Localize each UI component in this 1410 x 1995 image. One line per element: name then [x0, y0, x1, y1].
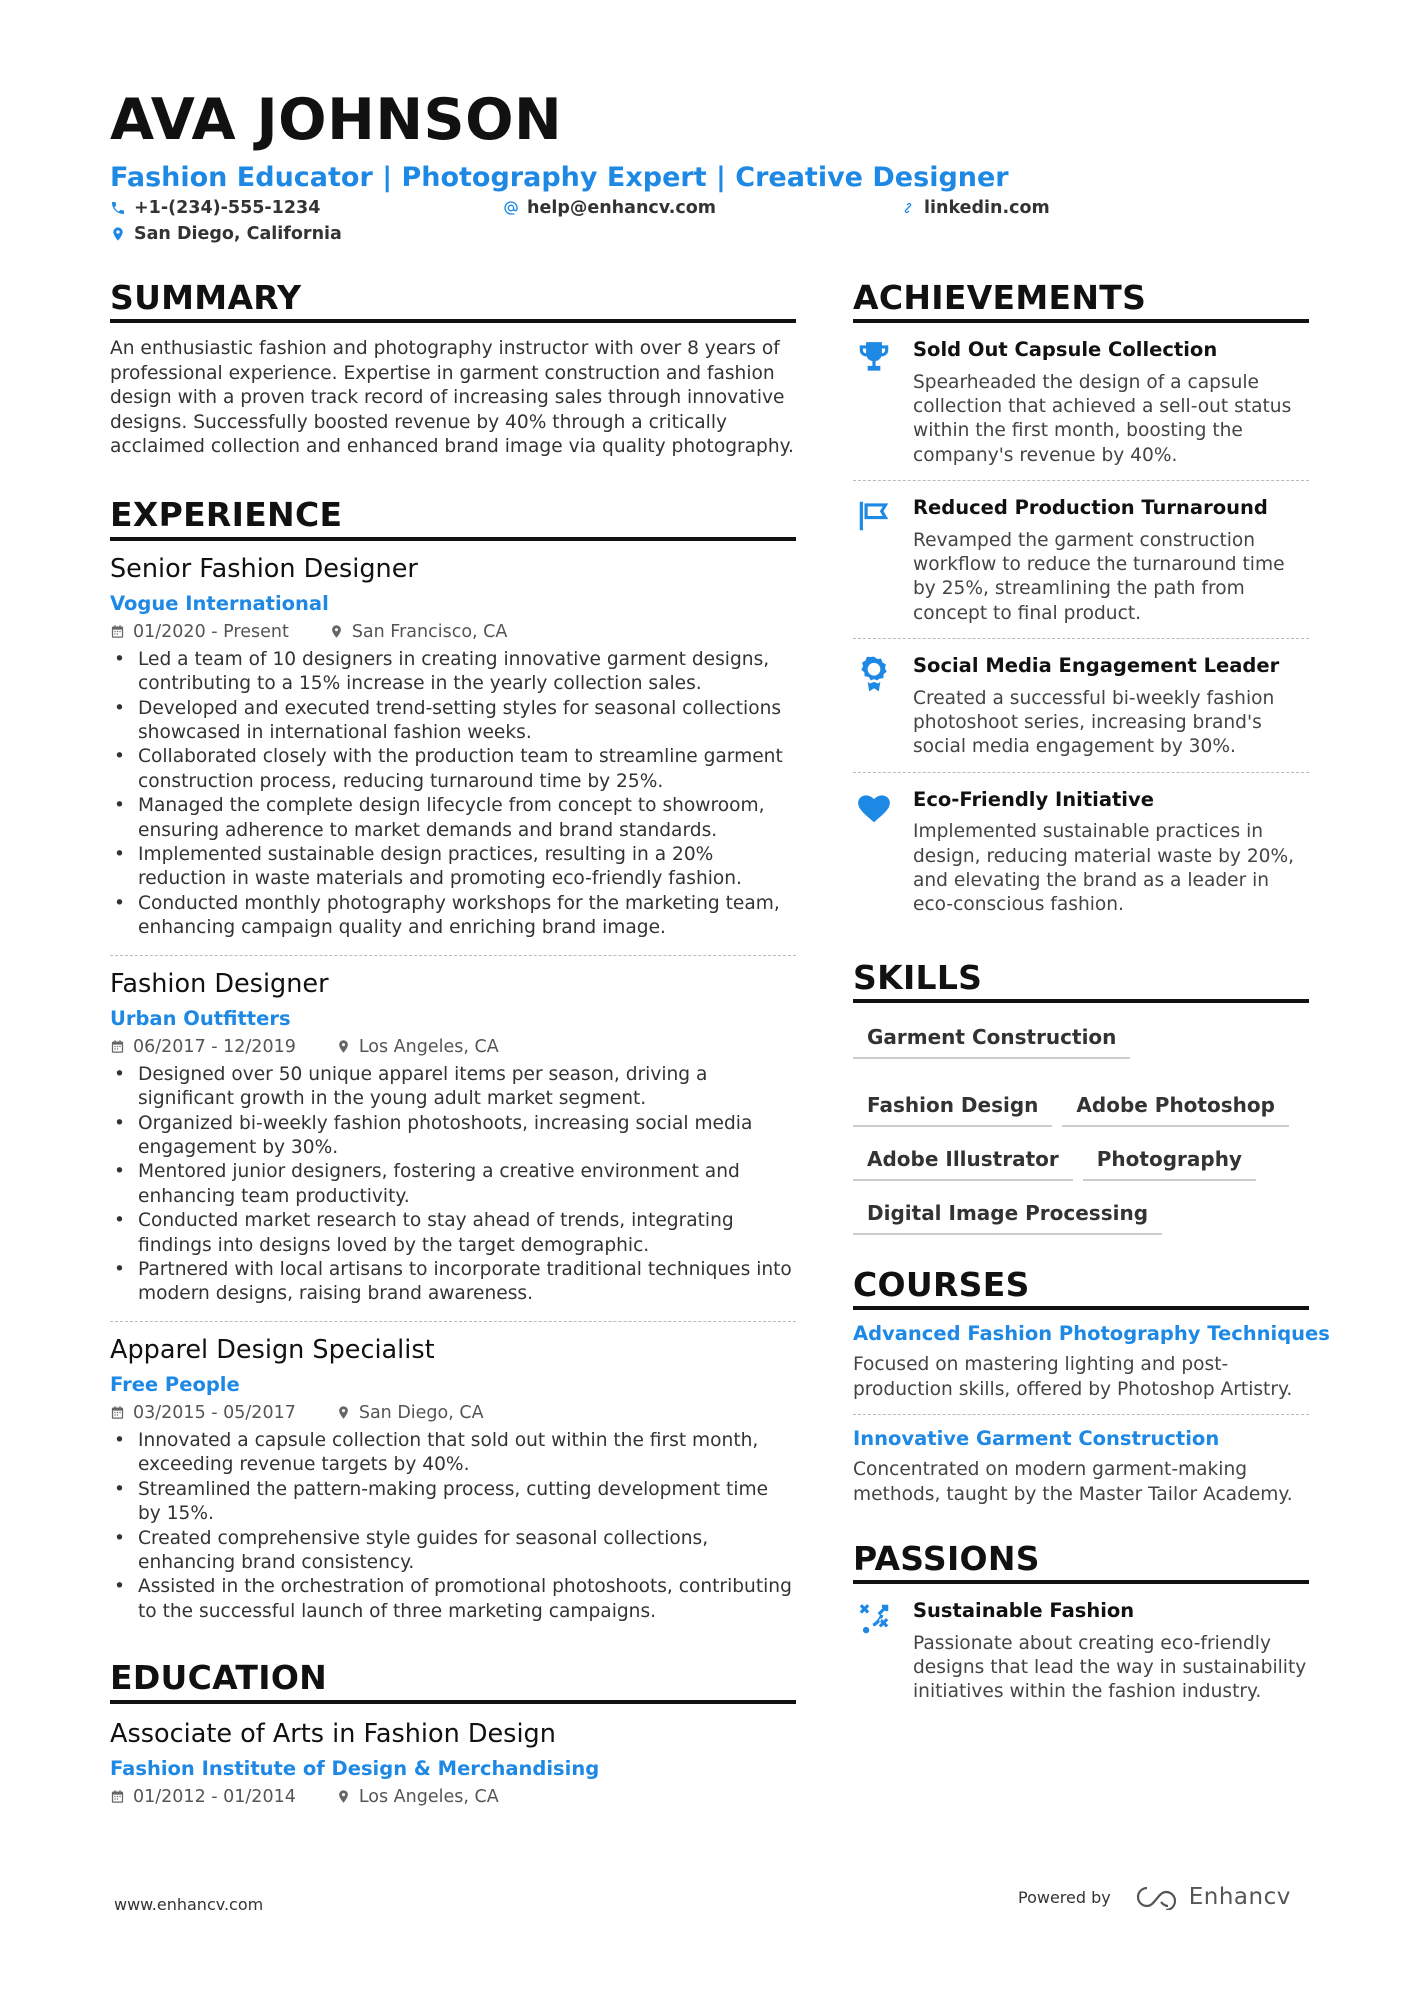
achievement-desc: Created a successful bi-weekly fashion photoshoot series, increasing brand's social media engagement by 30%.	[913, 687, 1275, 758]
brand-text: Enhancv	[1188, 1884, 1291, 1910]
achievement-title: Sold Out Capsule Collection	[913, 338, 1218, 362]
passion-title: Sustainable Fashion	[913, 1599, 1135, 1623]
calendar-icon	[110, 1789, 125, 1804]
job-meta	[110, 622, 796, 642]
passion-desc: Passionate about creating eco-friendly designs that lead the way in sustainability initiatives within the fashion industry.	[913, 1632, 1307, 1703]
achievement-item	[853, 772, 1309, 930]
experience-section	[110, 497, 796, 1638]
powered-by-text: Powered by	[1018, 1887, 1111, 1907]
achievement-title: Social Media Engagement Leader	[913, 654, 1280, 678]
degree-title: Associate of Arts in Fashion Design	[110, 1718, 556, 1749]
courses-section	[853, 1265, 1330, 1519]
flag-icon	[855, 497, 893, 535]
job-location: San Francisco, CA	[351, 621, 508, 642]
location-pin-icon	[336, 1039, 351, 1054]
job-dates: 06/2017 - 12/2019	[133, 1036, 296, 1057]
contact-location	[110, 224, 342, 244]
link-icon	[900, 200, 916, 216]
location-pin-icon	[336, 1405, 351, 1420]
skills-heading: SKILLS	[853, 960, 1309, 1003]
phone-icon	[110, 200, 126, 216]
trophy-icon	[855, 339, 893, 377]
calendar-icon	[110, 1039, 125, 1054]
achievements-heading: ACHIEVEMENTS	[853, 280, 1309, 323]
skill-tag: Fashion Design	[853, 1087, 1052, 1127]
skill-tag: Digital Image Processing	[853, 1195, 1162, 1235]
course-title: Innovative Garment Construction	[853, 1427, 1220, 1451]
job-location: San Diego, CA	[358, 1402, 484, 1423]
achievements-section	[853, 280, 1309, 930]
skills-list	[853, 1019, 1309, 1235]
achievement-title: Eco-Friendly Initiative	[913, 787, 1154, 811]
location-text: San Diego, California	[134, 224, 342, 244]
contact-email[interactable]	[503, 198, 716, 218]
bullet-item: • Managed the complete design lifecycle from concept to showroom, ensuring adherence to market demands and brand standards.	[110, 794, 796, 843]
achievement-item	[853, 323, 1309, 480]
achievement-item	[853, 480, 1309, 638]
achievement-item	[853, 638, 1309, 772]
course-desc: Focused on mastering lighting and post-production skills, offered by Photoshop Artistry.	[853, 1354, 1293, 1400]
job-title: Senior Fashion Designer	[110, 553, 418, 584]
email-text: help@enhancv.com	[527, 198, 717, 218]
achievement-desc: Revamped the garment construction workflow to reduce the turnaround time by 25%, streamlining the path from concept to final product.	[913, 529, 1285, 624]
bullet-item: • Created comprehensive style guides for seasonal collections, enhancing brand consistency.	[110, 1527, 796, 1576]
passions-heading: PASSIONS	[853, 1541, 1309, 1584]
linkedin-text: linkedin.com	[924, 198, 1050, 218]
contact-linkedin[interactable]	[900, 198, 1050, 218]
heart-icon	[855, 789, 893, 827]
bullet-item: • Mentored junior designers, fostering a creative environment and enhancing team productivity.	[110, 1160, 796, 1209]
job-company: Free People	[110, 1372, 240, 1396]
bullet-item: • Conducted market research to stay ahead of trends, integrating findings into designs loved by the target demographic.	[110, 1209, 796, 1258]
bullet-item: • Collaborated closely with the production team to streamline garment construction process, reducing turnaround time by 25%.	[110, 745, 796, 794]
calendar-icon	[110, 624, 125, 639]
at-icon	[503, 200, 519, 216]
education-heading: EDUCATION	[110, 1660, 796, 1703]
achievement-desc: Implemented sustainable practices in design, reducing material waste by 20%, and elevating the brand as a leader in eco-conscious fashion.	[913, 821, 1295, 916]
summary-heading: SUMMARY	[110, 280, 796, 323]
education-section	[110, 1660, 796, 1806]
bullet-item: • Innovated a capsule collection that sold out within the first month, exceeding revenue targets by 40%.	[110, 1429, 796, 1478]
education-dates: 01/2012 - 01/2014	[133, 1786, 296, 1807]
footer-branding	[1018, 1884, 1291, 1910]
right-column	[853, 278, 1330, 1717]
job-company: Urban Outfitters	[110, 1006, 291, 1030]
bullet-item: • Designed over 50 unique apparel items per season, driving a significant growth in the young adult market segment.	[110, 1063, 796, 1112]
job-bullets	[110, 1429, 796, 1624]
course-item	[853, 1414, 1309, 1519]
bullet-item: • Implemented sustainable design practices, resulting in a 20% reduction in waste materials and promoting eco-friendly fashion.	[110, 843, 796, 892]
footer-website[interactable]: www.enhancv.com	[114, 1895, 264, 1914]
course-title: Advanced Fashion Photography Techniques	[853, 1322, 1330, 1346]
education-location: Los Angeles, CA	[358, 1786, 499, 1807]
calendar-icon	[110, 1405, 125, 1420]
enhancv-logo[interactable]	[1135, 1884, 1291, 1910]
skill-tag: Adobe Photoshop	[1062, 1087, 1289, 1127]
achievement-title: Reduced Production Turnaround	[913, 496, 1268, 520]
bullet-item: • Organized bi-weekly fashion photoshoots, increasing social media engagement by 30%.	[110, 1112, 796, 1161]
passion-item	[853, 1584, 1309, 1717]
job-entry	[110, 955, 796, 1321]
skill-tag: Garment Construction	[853, 1019, 1130, 1059]
bullet-item: • Assisted in the orchestration of promotional photoshoots, contributing to the successful launch of three marketing campaigns.	[110, 1575, 796, 1624]
job-bullets	[110, 1063, 796, 1307]
job-entry	[110, 541, 796, 955]
strategy-icon	[855, 1600, 893, 1638]
job-meta	[110, 1037, 796, 1057]
achievement-desc: Spearheaded the design of a capsule collection that achieved a sell-out status within the first month, boosting the company's revenue by 40%.	[913, 371, 1292, 466]
job-bullets	[110, 648, 796, 941]
candidate-name: AVA JOHNSON	[110, 87, 563, 153]
location-pin-icon	[329, 624, 344, 639]
job-title: Apparel Design Specialist	[110, 1334, 435, 1365]
bullet-item: • Streamlined the pattern-making process, cutting development time by 15%.	[110, 1478, 796, 1527]
course-item	[853, 1310, 1330, 1414]
job-title: Fashion Designer	[110, 968, 329, 999]
skill-tag: Photography	[1083, 1141, 1256, 1181]
bullet-item: • Conducted monthly photography workshops for the marketing team, enhancing campaign quality and enriching brand image.	[110, 892, 796, 941]
bullet-item: • Partnered with local artisans to incorporate traditional techniques into modern designs, raising brand awareness.	[110, 1258, 796, 1307]
experience-heading: EXPERIENCE	[110, 497, 796, 540]
school-name: Fashion Institute of Design & Merchandising	[110, 1756, 600, 1780]
job-dates: 03/2015 - 05/2017	[133, 1402, 296, 1423]
phone-text: +1-(234)-555-1234	[134, 198, 321, 218]
enhancv-logo-icon	[1135, 1884, 1181, 1910]
summary-text: An enthusiastic fashion and photography instructor with over 8 years of professional experience. Expertise in garment construction and fashion design with a proven track record of increasing sales through innovative designs. Successfully boosted revenue by 40% through a critically acclaimed collection and enhanced brand image via quality photography.	[110, 338, 794, 457]
summary-section	[110, 280, 796, 459]
job-company: Vogue International	[110, 591, 329, 615]
course-desc: Concentrated on modern garment-making methods, taught by the Master Tailor Academy.	[853, 1459, 1293, 1505]
bullet-item: • Led a team of 10 designers in creating innovative garment designs, contributing to a 15% increase in the yearly collection sales.	[110, 648, 796, 697]
contact-phone[interactable]	[110, 198, 320, 218]
job-dates: 01/2020 - Present	[133, 621, 289, 642]
location-pin-icon	[336, 1789, 351, 1804]
job-meta	[110, 1403, 796, 1423]
medal-icon	[855, 655, 893, 693]
skills-section	[853, 957, 1309, 1235]
education-meta	[110, 1787, 796, 1807]
candidate-title: Fashion Educator | Photography Expert | Creative Designer	[110, 162, 1009, 193]
bullet-item: • Developed and executed trend-setting styles for seasonal collections showcased in international fashion weeks.	[110, 697, 796, 746]
location-pin-icon	[110, 226, 126, 242]
left-column	[110, 280, 796, 1807]
skill-tag: Adobe Illustrator	[853, 1141, 1073, 1181]
passions-section	[853, 1538, 1309, 1717]
courses-heading: COURSES	[853, 1267, 1309, 1310]
job-entry	[110, 1321, 796, 1638]
job-location: Los Angeles, CA	[358, 1036, 499, 1057]
